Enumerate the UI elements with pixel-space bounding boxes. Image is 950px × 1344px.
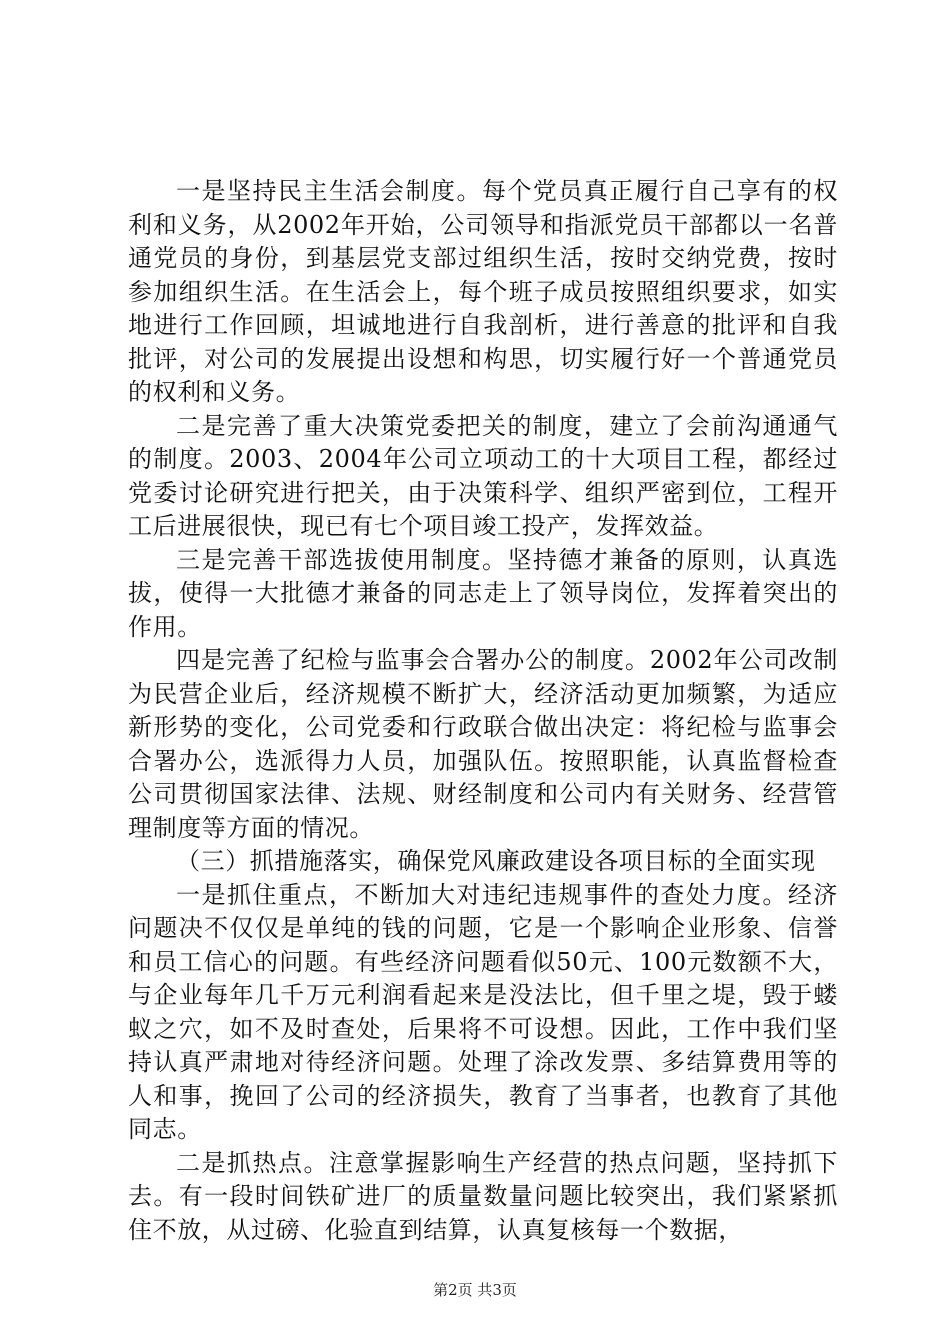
paragraph-democratic-life: 一是坚持民主生活会制度。每个党员真正履行自己享有的权利和义务，从2002年开始，公司领导和指派党员干部都以一名普通党员的身份，到基层党支部过组织生活，按时交纳党费，按时参加组织生活。在生活会上，每个班子成员按照组织要求，如实地进行工作回顾，坦诚地进行自我剖析，进行善意的批评和自我批评，对公司的发展提出设想和构思，切实履行好一个普通党员的权利和义务。: [128, 177, 838, 406]
page-footer: 第2页 共3页: [433, 1281, 517, 1299]
paragraph-key-points: 一是抓住重点，不断加大对违纪违规事件的查处力度。经济问题决不仅仅是单纯的钱的问题，它是一个影响企业形象、信誉和员工信心的问题。有些经济问题看似50元、100元数额不大，与企业每年几千万元利润看起来是没法比，但千里之堤，毁于蝼蚁之穴，如不及时查处，后果将不可设想。因此，工作中我们坚持认真严肃地对待经济问题。处理了涂改发票、多结算费用等的人和事，挽回了公司的经济损失，教育了当事者，也教育了其他同志。: [128, 880, 838, 1143]
paragraph-major-decisions: 二是完善了重大决策党委把关的制度，建立了会前沟通通气的制度。2003、2004年公司立项动工的十大项目工程，都经过党委讨论研究进行把关，由于决策科学、组织严密到位，工程开工后进展很快，现已有七个项目竣工投产，发挥效益。: [128, 411, 838, 540]
paragraph-discipline-supervision: 四是完善了纪检与监事会合署办公的制度。2002年公司改制为民营企业后，经济规模不断扩大，经济活动更加频繁，为适应新形势的变化，公司党委和行政联合做出决定：将纪检与监事会合署办公，选派得力人员，加强队伍。按照职能，认真监督检查公司贯彻国家法律、法规、财经制度和公司内有关财务、经营管理制度等方面的情况。: [128, 646, 838, 842]
document-body: [128, 175, 838, 1247]
paragraph-cadre-selection: 三是完善干部选拔使用制度。坚持德才兼备的原则，认真选拔，使得一大批德才兼备的同志走上了领导岗位，发挥着突出的作用。: [128, 545, 838, 641]
section-heading-measures: （三）抓措施落实，确保党风廉政建设各项目标的全面实现: [176, 847, 816, 875]
paragraph-hot-issues: 二是抓热点。注意掌握影响生产经营的热点问题，坚持抓下去。有一段时间铁矿进厂的质量数量问题比较突出，我们紧紧抓住不放，从过磅、化验直到结算，认真复核每一个数据，: [128, 1148, 838, 1244]
